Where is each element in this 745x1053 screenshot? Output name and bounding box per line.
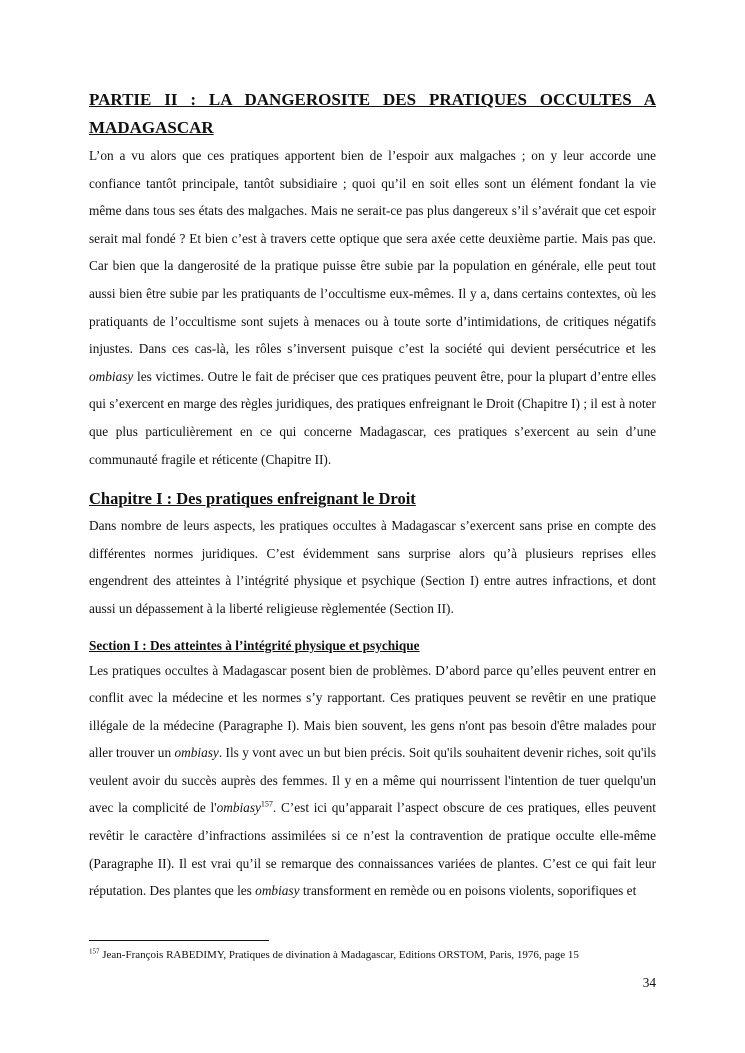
intro-text-2: les victimes. Outre le fait de préciser que ces pratiques peuvent être, pour la plupart d’entre elles qui s’exercent en marge des règles juridiques, des pratiques enfreignant le Droit (Chapitre I) ; il est à noter que plus particulièrement en ce qui concerne Madagascar, ces pratiques s’exercent au sein d’une communauté fragile et réticente (Chapitre II). — [89, 368, 656, 467]
section-text-4: transforment en remède ou en poisons violents, soporifiques et — [299, 883, 637, 899]
part-intro-paragraph — [89, 142, 656, 473]
section-term-ombiasy-2: ombiasy — [216, 800, 261, 816]
chapter-paragraph: Dans nombre de leurs aspects, les pratiques occultes à Madagascar s’exercent sans prise en compte des différentes normes juridiques. C’est évidemment sans surprise alors qu’à plusieurs reprises elles engendrent des atteintes à l’intégrité physique et psychique (Section I) entre autres infractions, et dont aussi un dépassement à la liberté religieuse règlementée (Section II). — [89, 518, 656, 616]
footnote — [89, 947, 689, 963]
section-paragraph — [89, 657, 656, 905]
intro-text-1: L’on a vu alors que ces pratiques apportent bien de l’espoir aux malgaches ; on y leur accorde une confiance tantôt principale, tantôt subsidiaire ; quoi qu’il en soit elles sont un élément fondant la vie même dans tous ses états des malgaches. Mais ne serait-ce pas plus dangereux s’il s’avérait que cet espoir serait mal fondé ? Et bien c’est à travers cette optique que sera axée cette deuxième partie. Mais pas que. Car bien que la dangerosité de la pratique puisse être subie par la population en générale, elle peut tout aussi bien être subie par les pratiquants de l’occultisme eux-mêmes. Il y a, dans certains contextes, où les pratiquants de l’occultisme sont sujets à menaces ou à toute sorte d’intimidations, de critiques négatifs injustes. Dans ces cas-là, les rôles s’inversent puisque c’est la société qui devient persécutrice et les — [89, 148, 656, 357]
section-text-1: Les pratiques occultes à Madagascar posent bien de problèmes. D’abord parce qu’elles peuvent entrer en conflit avec la médecine et les normes s’y rapportant. Ces pratiques peuvent se revêtir en une pratique illégale de la médecine (Paragraphe I). Mais bien souvent, les gens n'ont pas besoin d'être malades pour aller trouver un — [89, 662, 656, 761]
section-text-2: . Ils y vont avec un but bien précis. Soit qu'ils souhaitent devenir riches, soit qu'ils veulent avoir du succès auprès des femmes. Il y en a même qui nourrissent l'intention de tuer quelqu'un avec la complicité de l' — [89, 745, 656, 816]
section-title: Section I : Des atteintes à l’intégrité physique et psychique — [89, 637, 420, 653]
footnote-number: 157 — [89, 947, 100, 956]
chapter-title: Chapitre I : Des pratiques enfreignant le Droit — [89, 489, 416, 509]
page-number: 34 — [642, 975, 656, 990]
page-body — [89, 86, 656, 905]
footnote-text: Jean-François RABEDIMY, Pratiques de divination à Madagascar, Editions ORSTOM, Paris, 1976, page 15 — [99, 949, 579, 961]
footnote-divider — [89, 940, 269, 941]
section-term-ombiasy-1: ombiasy — [174, 745, 219, 761]
footnote-reference[interactable]: 157 — [260, 800, 273, 810]
section-term-ombiasy-3: ombiasy — [255, 883, 300, 899]
intro-term-ombiasy: ombiasy — [89, 368, 134, 384]
part-title: PARTIE II : LA DANGEROSITE DES PRATIQUES OCCULTES A MADAGASCAR — [89, 90, 656, 137]
section-text-3: . C’est ici qu’apparait l’aspect obscure de ces pratiques, elles peuvent revêtir le caractère d’infractions assimilées si ce n’est la contravention de pratique occulte elle-même (Paragraphe II). Il est vrai qu’il se remarque des connaissances variées de plantes. C’est ce qui fait leur réputation. Des plantes que les — [89, 800, 657, 899]
